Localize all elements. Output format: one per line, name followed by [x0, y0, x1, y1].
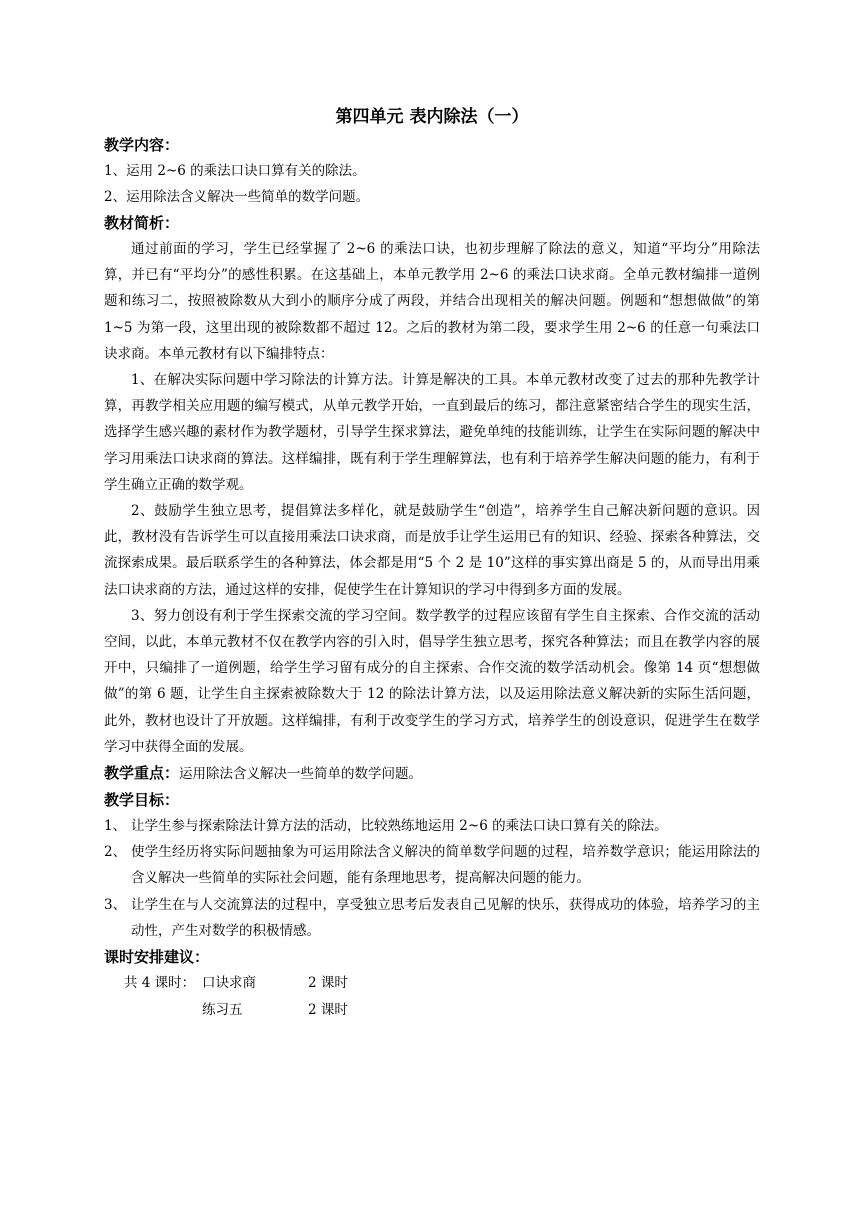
- goal-number: 2、: [104, 844, 127, 861]
- analysis-heading: 教材简析：: [104, 214, 180, 232]
- schedule-total: 共 4 课时：: [124, 975, 196, 992]
- analysis-paragraph-intro: 通过前面的学习，学生已经掌握了 2~6 的乘法口诀，也初步理解了除法的意义，知道“平均分”用除法算，并已有“平均分”的感性积累。在这基础上，本单元教学用 2~6 的乘法口诀求商。全单元教材编排一道例题和练习二，按照被除数从大到小的顺序分成了两段，并结合出现相关的解决问题。例题和“想想做做”的第 1~5 为第一段，这里出现的被除数都不超过 12。之后的教材为第二段，要求学生用 2~6 的任意一句乘法口诀求商。本单元教材有以下编排特点：: [104, 241, 760, 362]
- analysis-paragraph-1: 1、在解决实际问题中学习除法的计算方法。计算是解决的工具。本单元教材改变了过去的那种先教学计算，再教学相关应用题的编写模式，从单元教学开始，一直到最后的练习，都注意紧密结合学生的现实生活，选择学生感兴趣的素材作为教学题材，引导学生探求算法，避免单纯的技能训练，让学生在实际问题的解决中学习用乘法口诀求商的算法。这样编排，既有利于学生理解算法，也有利于培养学生解决问题的能力，有利于学生确立正确的数学观。: [104, 372, 760, 493]
- goal-item: [104, 892, 760, 944]
- schedule-heading: 课时安排建议：: [104, 948, 210, 967]
- schedule-item-name: 口诀求商: [202, 975, 256, 992]
- schedule-row-1: [104, 970, 760, 997]
- goals-list: [104, 813, 760, 944]
- analysis-paragraph-2: 2、鼓励学生独立思考，提倡算法多样化，就是鼓励学生“创造”，培养学生自己解决新问题的意识。因此，教材没有告诉学生可以直接用乘法口诀求商，而是放手让学生运用已有的知识、经验、探索各种算法，交流探索成果。最后联系学生的各种算法，体会都是用“5 个 2 是 10”这样的事实算出商是 5 的，从而导出用乘法口诀求商的方法，通过这样的安排，促使学生在计算知识的学习中得到多方面的发展。: [104, 503, 760, 598]
- goal-item: [104, 839, 760, 891]
- content-heading: 教学内容：: [104, 136, 180, 154]
- schedule-row-2: [104, 997, 760, 1024]
- schedule-item-hours: 2 课时: [308, 975, 348, 992]
- key-point-text: 运用除法含义解决一些简单的数学问题。: [179, 766, 423, 783]
- goals-heading: 教学目标：: [104, 791, 180, 810]
- content-item-1: 1、运用 2~6 的乘法口诀口算有关的除法。: [104, 163, 366, 179]
- schedule-item-hours: 2 课时: [308, 1002, 348, 1019]
- goal-number: 3、: [104, 896, 127, 913]
- goal-item: [104, 813, 760, 839]
- page-title: 第四单元 表内除法（一）: [335, 107, 529, 127]
- key-point: [104, 760, 760, 787]
- content-item-2: 2、运用除法含义解决一些简单的数学问题。: [104, 189, 370, 205]
- analysis-paragraph-3: 3、努力创设有利于学生探索交流的学习空间。数学教学的过程应该留有学生自主探索、合作交流的活动空间，以此，本单元教材不仅在教学内容的引入时，倡导学生独立思考，探究各种算法；而且在教学内容的展开中，只编排了一道例题，给学生学习留有成分的自主探索、合作交流的数学活动机会。像第 14 页“想想做做”的第 6 题，让学生自主探索被除数大于 12 的除法计算方法，以及运用除法意义解决新的实际生活问题，此外，教材也设计了开放题。这样编排，有利于改变学生的学习方式，培养学生的创设意识，促进学生在数学学习中获得全面的发展。: [104, 607, 760, 755]
- schedule-item-name: 练习五: [202, 1002, 243, 1019]
- key-point-heading: 教学重点：: [104, 764, 180, 783]
- document-page: [104, 104, 760, 1024]
- goal-number: 1、: [104, 818, 127, 835]
- goal-text: 使学生经历将实际问题抽象为可运用除法含义解决的简单数学问题的过程，培养数学意识；能运用除法的含义解决一些简单的实际社会问题，能有条理地思考，提高解决问题的能力。: [131, 844, 760, 887]
- goal-text: 让学生参与探索除法计算方法的活动，比较熟练地运用 2~6 的乘法口诀口算有关的除法。: [131, 818, 668, 835]
- goal-text: 让学生在与人交流算法的过程中，享受独立思考后发表自己见解的快乐，获得成功的体验，培养学习的主动性，产生对数学的积极情感。: [131, 896, 760, 939]
